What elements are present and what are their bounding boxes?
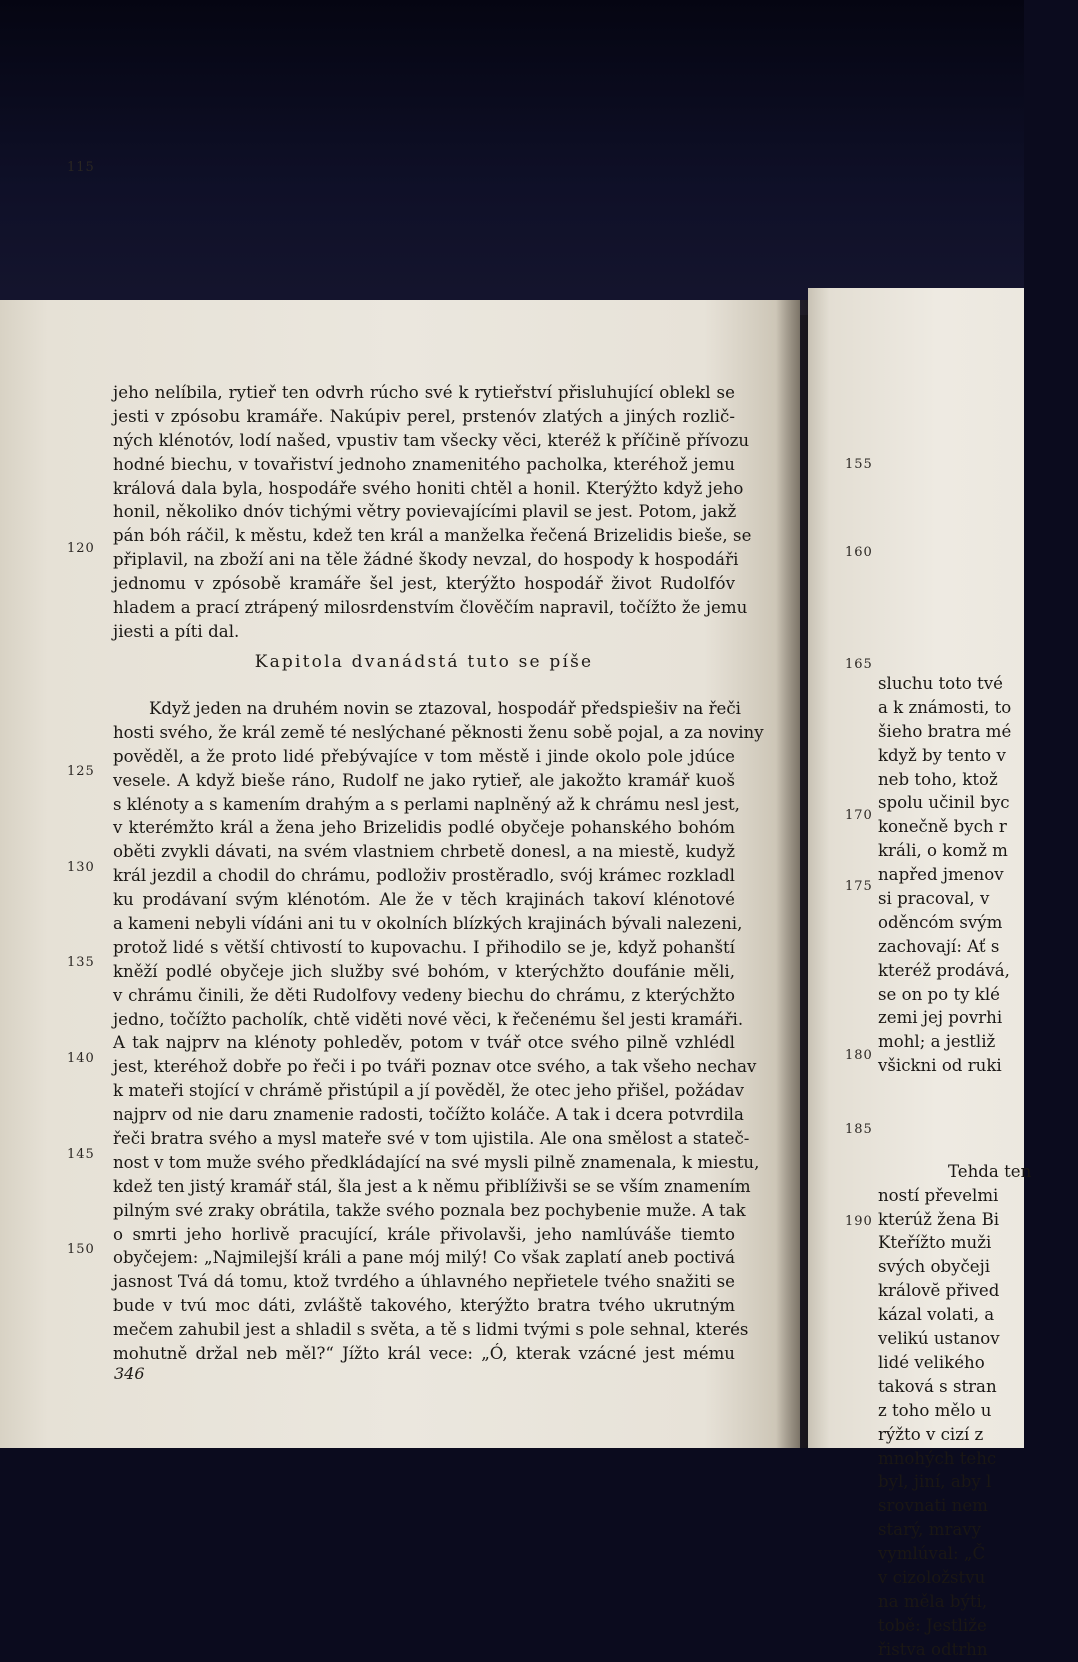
line-number: 185 <box>845 1122 873 1137</box>
line-number: 135 <box>67 955 95 970</box>
line-number: 180 <box>845 1048 873 1063</box>
right-text-line: starý, mravy <box>878 1520 982 1540</box>
line-number: 115 <box>67 160 95 175</box>
text-line: Když jeden na druhém novin se ztazoval, hospodář předspiešiv na řeči <box>149 699 741 718</box>
right-text-line: se on po ty klé <box>878 984 1000 1004</box>
right-text-line: řistva odtrhn <box>878 1639 988 1659</box>
text-line: najprv od nie daru znamenie radosti, točížto koláče. A tak i dcera potvrdila <box>113 1105 744 1125</box>
right-text-line <box>878 1126 1078 1150</box>
right-text-line: z toho mělo u <box>878 1400 992 1420</box>
text-line: jednomu v zpósobě kramáře šel jest, kterýžto hospodář život Rudolfóv <box>113 574 735 594</box>
text-line: mohutně držal neb měl?“ Jížto král vece: „Ó, kterak vzácné jest mému <box>113 1344 735 1364</box>
line-number: 145 <box>67 1147 95 1162</box>
right-page-text <box>878 672 1078 1659</box>
text-line: ku prodávaní svým klénotóm. Ale že v těch krajinách takoví klénotové <box>113 890 735 910</box>
line-number: 155 <box>845 457 873 472</box>
text-line: pán bóh ráčil, k městu, kdež ten král a manželka řečená Brizelidis bieše, se <box>113 526 752 546</box>
text-line: připlavil, na zboží ani na těle žádné škody nevzal, do hospody k hospodáři <box>113 550 739 570</box>
right-text-line: šieho bratra mé <box>878 721 1012 741</box>
right-text-line: vymlúval: „Č <box>878 1544 986 1564</box>
right-text-line: konečně bych r <box>878 817 1007 837</box>
right-text-line: svých obyčeji <box>878 1257 991 1277</box>
left-page-text-bottom <box>113 697 764 1366</box>
right-text-line: zachovají: Ať s <box>878 936 1000 956</box>
text-line: hosti svého, že král země té neslýchané pěknosti ženu sobě pojal, a za noviny <box>113 722 764 742</box>
text-line: pověděl, a že proto lidé přebývajíce v tom městě i jinde okolo pole jdúce <box>113 746 735 766</box>
right-page <box>808 288 1032 1659</box>
right-text-line: když by tento v <box>878 745 1006 765</box>
text-line: protož lidé s větší chtivostí to kupovachu. I přihodilo se je, když pohanští <box>113 937 735 957</box>
text-line: v chrámu činili, že děti Rudolfovy vedeny biechu do chrámu, z kterýchžto <box>113 985 735 1005</box>
page-number: 346 <box>114 1364 145 1383</box>
right-text-line: královĕ přived <box>878 1281 1000 1301</box>
right-text-line: srovnati nem <box>878 1496 988 1516</box>
text-line: bude v tvú moc dáti, zvláště takového, kterýžto bratra tvého ukrutným <box>113 1296 735 1316</box>
right-text-line: oděncóm svým <box>878 912 1003 932</box>
line-number: 150 <box>67 1242 95 1257</box>
text-line: o smrti jeho horlivě pracující, krále přivolavši, jeho namlúváše tiemto <box>113 1224 735 1244</box>
text-line: král jezdil a chodil do chrámu, podloživ prostěradlo, svój krámec rozkladl <box>113 866 735 886</box>
text-line: v kterémžto král a žena jeho Brizelidis podlé obyčeje pohanského bohóm <box>113 818 735 838</box>
right-text-line: si pracoval, v <box>878 889 990 909</box>
right-text-line: zemi jej povrhi <box>878 1008 1003 1028</box>
text-line: hodné biechu, v tovařiství jednoho znamenitého pacholka, kteréhož jemu <box>113 454 735 474</box>
text-line: nost v tom muže svého předkládající na své mysli pilně znamenala, k miestu, <box>113 1152 760 1172</box>
text-line: jedno, točížto pacholík, chtě viděti nové věci, k řečenému šel jesti kramáři. <box>113 1009 744 1029</box>
text-line: kdež ten jistý kramář stál, šla jest a k němu přiblíživši se se vším znamením <box>113 1176 751 1196</box>
right-text-line: sluchu toto tvé <box>878 674 1003 693</box>
right-text-line: Kteřížto muži <box>878 1233 992 1253</box>
text-line: jest, kteréhož dobře po řeči i po tváři poznav otce svého, a tak všeho nechav <box>113 1057 757 1077</box>
text-line: ných klénotóv, lodí našed, vpustiv tam všecky věci, kteréž k příčině přívozu <box>113 430 750 450</box>
right-text-line: spolu učinil byc <box>878 793 1010 813</box>
right-text-line: tobě: Jestliže <box>878 1615 987 1635</box>
right-text-line: kázal volati, a <box>878 1305 995 1325</box>
text-line: A tak najprv na klénoty pohleděv, potom v tvář otce svého pilně vzhlédl <box>113 1033 735 1053</box>
line-number: 125 <box>67 764 95 779</box>
right-text-line: v cizoložstvu <box>878 1567 986 1587</box>
text-line: králová dala byla, hospodáře svého honiti chtěl a honil. Kterýžto když jeho <box>113 478 744 498</box>
text-line: honil, několiko dnóv tichými větry povievajícími plavil se jest. Potom, jakž <box>113 502 737 522</box>
text-line: jasnost Tvá dá tomu, ktož tvrdého a úhlavného nepřietele tvého snažiti se <box>113 1272 735 1292</box>
line-number: 165 <box>845 657 873 672</box>
right-text-line: byl, jiní, aby l <box>878 1472 992 1492</box>
right-text-line: kterúž žena Bi <box>878 1209 1000 1229</box>
right-text-line <box>878 1102 1078 1126</box>
right-text-line: na měla býti, <box>878 1591 988 1611</box>
line-number: 140 <box>67 1051 95 1066</box>
text-line: jesti v zpósobu kramáře. Nakúpiv perel, prstenóv zlatých a jiných rozlič- <box>113 406 735 426</box>
line-number: 120 <box>67 541 95 556</box>
text-line: k mateři stojící v chrámě přistúpil a jí pověděl, že otec jeho přišel, požádav <box>113 1081 744 1101</box>
text-line: hladem a prací ztrápený milosrdenstvím člověčím napravil, točížto že jemu <box>113 598 748 618</box>
right-text-line: kteréž prodává, <box>878 960 1010 980</box>
right-text-line: ností převelmi <box>878 1185 999 1205</box>
right-text-line: mohl; a jestliž <box>878 1032 996 1052</box>
dark-background <box>0 0 1024 315</box>
text-line: a kameni nebyli vídáni ani tu v okolních blízkých krajinách bývali nalezeni, <box>113 914 743 934</box>
text-line: pilným své zraky obrátila, takže svého poznala bez pochybenie muže. A tak <box>113 1200 746 1220</box>
right-text-line: rýžto v cizí z <box>878 1424 984 1444</box>
right-text-line: mnohých tehc <box>878 1448 997 1468</box>
line-number: 190 <box>845 1214 873 1229</box>
right-text-line: taková s stran <box>878 1376 997 1396</box>
line-number: 130 <box>67 860 95 875</box>
text-line: s klénoty a s kamením drahým a s perlami naplněný až k chrámu nesl jest, <box>113 794 740 814</box>
text-line: vesele. A když bieše ráno, Rudolf ne jako rytieř, ale jakožto kramář kuoš <box>113 770 735 790</box>
line-number: 170 <box>845 808 873 823</box>
text-line: mečem zahubil jest a shladil s světa, a tě s lidmi tvými s pole sehnal, kterés <box>113 1320 749 1340</box>
right-text-line: Tehda ten <box>948 1161 1032 1181</box>
right-text-line: lidé velikého <box>878 1352 985 1372</box>
right-text-line: napřed jmenov <box>878 865 1004 885</box>
text-line: řeči bratra svého a mysl mateře své v tom ujistila. Ale ona smělost a stateč- <box>113 1129 750 1149</box>
left-page-text-top <box>113 381 752 644</box>
right-text-line: králi, o komž m <box>878 841 1008 861</box>
chapter-heading: Kapitola dvanádstá tuto se píše <box>254 652 594 672</box>
right-text-line: a k známosti, to <box>878 697 1012 717</box>
text-line: jeho nelíbila, rytieř ten odvrh rúcho své k rytieřství přisluhující oblekl se <box>113 383 735 402</box>
right-text-line <box>878 1078 1078 1102</box>
right-text-line: všickni od ruki <box>878 1056 1002 1076</box>
line-number: 175 <box>845 879 873 894</box>
text-line: obyčejem: „Najmilejší králi a pane mój milý! Co však zaplatí aneb poctivá <box>113 1248 735 1268</box>
right-text-line: neb toho, ktož <box>878 769 998 789</box>
line-number: 160 <box>845 545 873 560</box>
right-text-line: velikú ustanov <box>878 1329 1000 1349</box>
text-line: jiesti a píti dal. <box>113 621 240 641</box>
text-line: oběti zvykli dávati, na svém vlastniem chrbetě donesl, a na miestě, kudyž <box>113 842 735 862</box>
text-line: kněží podlé obyčeje jich služby své bohóm, v kterýchžto doufánie měli, <box>113 961 735 981</box>
